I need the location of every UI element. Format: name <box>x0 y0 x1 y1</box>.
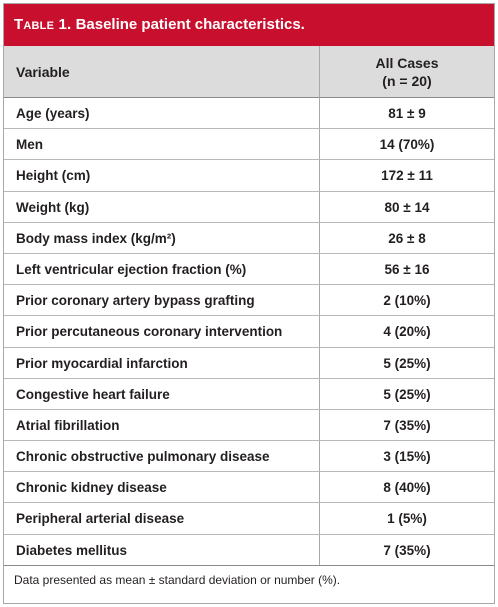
row-variable: Atrial fibrillation <box>16 417 120 433</box>
column-header-all-cases-line2: (n = 20) <box>382 73 432 89</box>
row-variable: Congestive heart failure <box>16 386 170 402</box>
table-body <box>4 98 494 566</box>
row-variable: Diabetes mellitus <box>16 542 128 558</box>
table-row <box>4 535 494 566</box>
table-header-row <box>4 46 494 98</box>
column-header-all-cases-line1: All Cases <box>375 55 439 71</box>
baseline-characteristics-table <box>3 3 495 604</box>
row-variable: Chronic kidney disease <box>16 480 167 496</box>
table-row <box>4 348 494 379</box>
row-variable: Body mass index (kg/m²) <box>16 230 176 246</box>
row-value: 7 (35%) <box>383 542 431 558</box>
table-caption-label: Table 1. <box>14 16 72 33</box>
row-variable: Weight (kg) <box>16 199 90 215</box>
row-value: 5 (25%) <box>383 355 431 371</box>
table-row <box>4 192 494 223</box>
column-header-variable: Variable <box>16 64 70 80</box>
row-variable: Chronic obstructive pulmonary disease <box>16 449 270 465</box>
table-row <box>4 160 494 191</box>
table-row <box>4 379 494 410</box>
table-row <box>4 503 494 534</box>
row-value: 7 (35%) <box>383 417 431 433</box>
row-value: 81 ± 9 <box>388 106 426 121</box>
row-variable: Men <box>16 137 43 153</box>
row-value: 1 (5%) <box>387 511 427 527</box>
row-value: 4 (20%) <box>383 324 431 340</box>
row-variable: Prior percutaneous coronary intervention <box>16 324 283 340</box>
row-value: 14 (70%) <box>379 137 435 153</box>
row-value: 5 (25%) <box>383 386 431 402</box>
row-variable: Age (years) <box>16 106 90 121</box>
table-row <box>4 472 494 503</box>
row-variable: Peripheral arterial disease <box>16 511 185 527</box>
row-variable: Prior coronary artery bypass grafting <box>16 293 255 309</box>
table-row <box>4 254 494 285</box>
row-variable: Left ventricular ejection fraction (%) <box>16 261 247 277</box>
row-value: 172 ± 11 <box>381 168 433 184</box>
row-value: 8 (40%) <box>383 480 431 496</box>
table-row <box>4 316 494 347</box>
row-value: 80 ± 14 <box>384 199 430 215</box>
row-value: 56 ± 16 <box>384 261 430 277</box>
row-value: 2 (10%) <box>383 293 431 309</box>
table-caption-text: Baseline patient characteristics. <box>75 16 305 33</box>
table-row <box>4 285 494 316</box>
table-footnote: Data presented as mean ± standard deviation or number (%). <box>14 573 341 587</box>
table-row <box>4 223 494 254</box>
table-row <box>4 410 494 441</box>
table-caption <box>4 4 494 46</box>
column-header-all-cases <box>320 54 494 90</box>
table-row <box>4 441 494 472</box>
row-value: 3 (15%) <box>383 449 431 465</box>
table-row <box>4 98 494 129</box>
table-row <box>4 129 494 160</box>
row-value: 26 ± 8 <box>388 230 426 246</box>
row-variable: Height (cm) <box>16 168 91 184</box>
row-variable: Prior myocardial infarction <box>16 355 188 371</box>
